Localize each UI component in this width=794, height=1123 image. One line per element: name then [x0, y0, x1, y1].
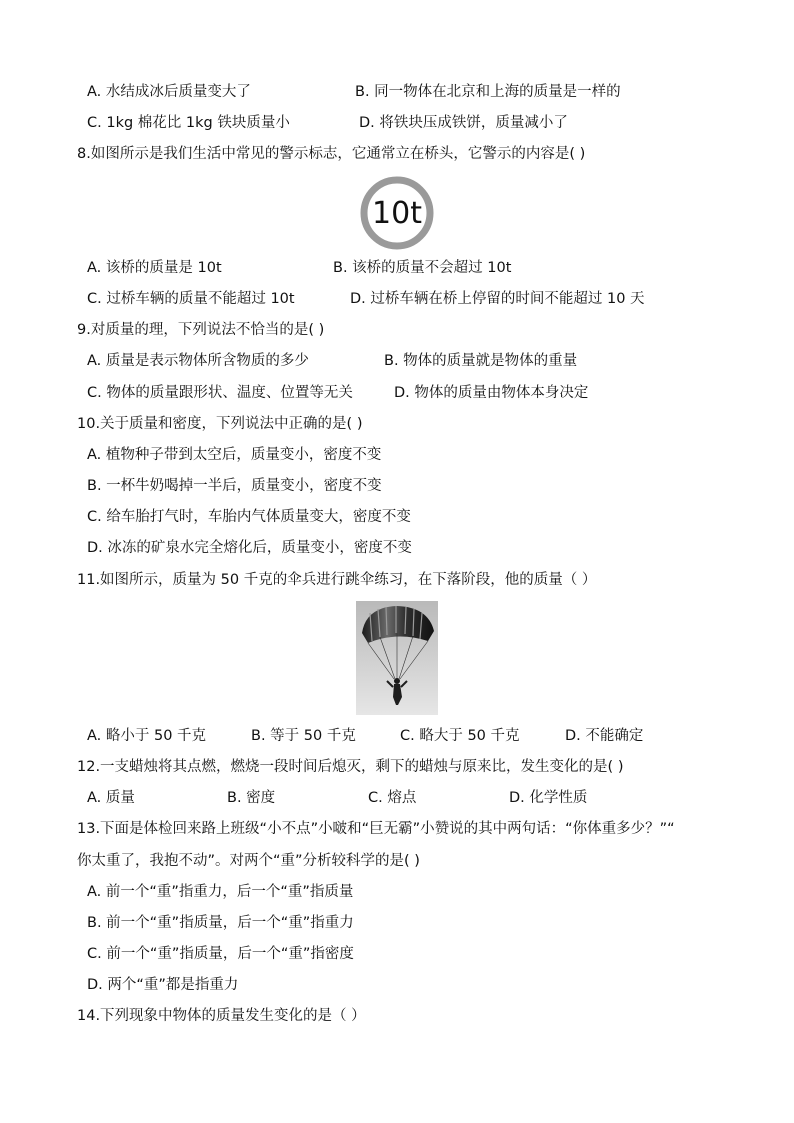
q10-option-c: C. 给车胎打气时，车胎内气体质量变大，密度不变: [87, 509, 411, 525]
q9-option-c: C. 物体的质量跟形状、温度、位置等无关: [87, 385, 353, 401]
q7-option-c: C. 1kg 棉花比 1kg 铁块质量小: [87, 115, 290, 131]
q9-option-b: B. 物体的质量就是物体的重量: [384, 353, 578, 369]
q8-stem: 8.如图所示是我们生活中常见的警示标志，它通常立在桥头，它警示的内容是( ): [77, 146, 586, 162]
q7-option-b: B. 同一物体在北京和上海的质量是一样的: [355, 84, 621, 100]
q14-stem: 14.下列现象中物体的质量发生变化的是（ ）: [77, 1008, 366, 1024]
q12-option-a: A. 质量: [87, 790, 135, 806]
q12-option-c: C. 熔点: [368, 790, 417, 806]
q11-option-d: D. 不能确定: [565, 728, 644, 744]
sign-text: 10t: [372, 196, 422, 231]
q9-option-d: D. 物体的质量由物体本身决定: [394, 385, 589, 401]
q9-stem: 9.对质量的理，下列说法不恰当的是( ): [77, 322, 325, 338]
q10-option-a: A. 植物种子带到太空后，质量变小，密度不变: [87, 447, 382, 463]
q13-option-b: B. 前一个“重”指质量，后一个“重”指重力: [87, 915, 354, 931]
q10-option-d: D. 冰冻的矿泉水完全熔化后，质量变小，密度不变: [87, 540, 412, 556]
q10-stem: 10.关于质量和密度，下列说法中正确的是( ): [77, 416, 363, 432]
q13-option-a: A. 前一个“重”指重力，后一个“重”指质量: [87, 884, 354, 900]
q13-stem-line1: 13.下面是体检回来路上班级“小不点”小啵和“巨无霸”小赞说的其中两句话：“你体重多少？”“: [77, 821, 675, 837]
q8-option-a: A. 该桥的质量是 10t: [87, 260, 222, 276]
q10-option-b: B. 一杯牛奶喝掉一半后，质量变小，密度不变: [87, 478, 382, 494]
q12-stem: 12.一支蜡烛将其点燃，燃烧一段时间后熄灭，剩下的蜡烛与原来比，发生变化的是( ): [77, 759, 624, 775]
q8-option-d: D. 过桥车辆在桥上停留的时间不能超过 10 天: [350, 291, 645, 307]
q12-option-d: D. 化学性质: [509, 790, 588, 806]
q8-option-b: B. 该桥的质量不会超过 10t: [333, 260, 512, 276]
q13-option-c: C. 前一个“重”指质量，后一个“重”指密度: [87, 946, 354, 962]
q7-option-d: D. 将铁块压成铁饼，质量减小了: [359, 115, 568, 131]
q11-option-a: A. 略小于 50 千克: [87, 728, 207, 744]
q9-option-a: A. 质量是表示物体所含物质的多少: [87, 353, 309, 369]
weight-limit-sign-icon: [359, 175, 435, 251]
q12-option-b: B. 密度: [227, 790, 276, 806]
q7-option-a: A. 水结成冰后质量变大了: [87, 84, 251, 100]
q11-option-b: B. 等于 50 千克: [251, 728, 356, 744]
q8-option-c: C. 过桥车辆的质量不能超过 10t: [87, 291, 295, 307]
q11-option-c: C. 略大于 50 千克: [400, 728, 520, 744]
q11-stem: 11.如图所示，质量为 50 千克的伞兵进行跳伞练习，在下落阶段，他的质量（ ）: [77, 572, 597, 588]
q13-stem-line2: 你太重了，我抱不动”。对两个“重”分析较科学的是( ): [77, 853, 420, 869]
q13-option-d: D. 两个“重”都是指重力: [87, 977, 239, 993]
paratrooper-photo: [356, 601, 438, 715]
